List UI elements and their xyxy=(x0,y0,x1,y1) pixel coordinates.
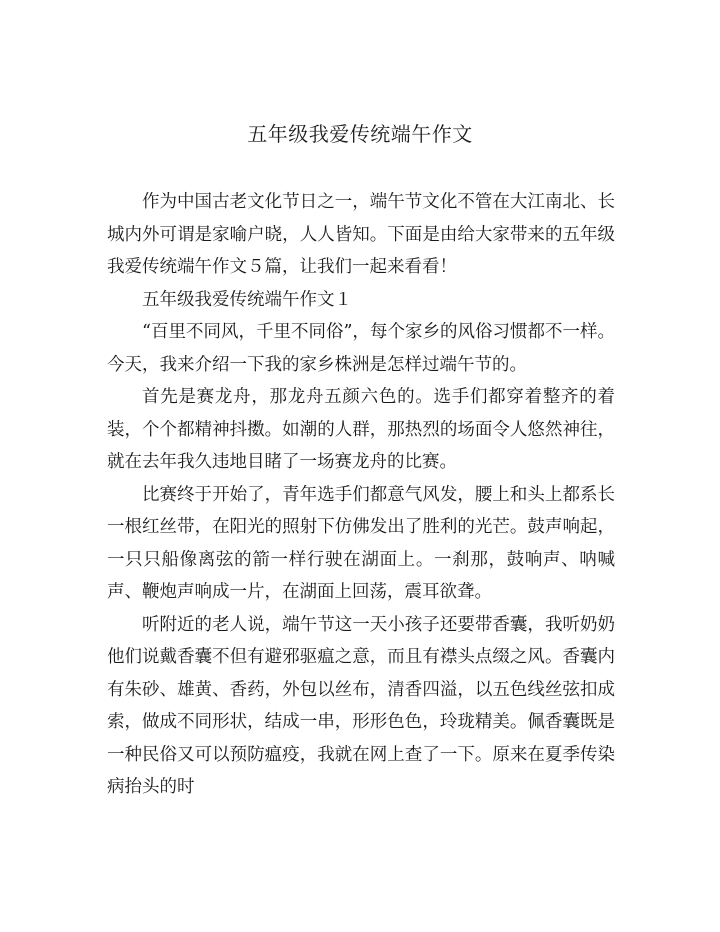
document-body xyxy=(107,186,615,804)
body-paragraph: “百里不同风，千里不同俗”，每个家乡的风俗习惯都不一样。今天，我来介绍一下我的家乡株洲是怎样过端午节的。 xyxy=(107,322,615,375)
body-paragraph: 听附近的老人说，端午节这一天小孩子还要带香囊，我听奶奶他们说戴香囊不但有避邪驱瘟之意，而且有襟头点缀之风。香囊内有朱砂、雄黄、香药，外包以丝布，清香四溢，以五色线丝弦扣成索，做成不同形状，结成一串，形形色色，玲珑精美。佩香囊既是一种民俗又可以预防瘟疫，我就在网上查了一下。原来在夏季传染病抬头的时 xyxy=(107,614,615,797)
body-paragraph: 首先是赛龙舟，那龙舟五颜六色的。选手们都穿着整齐的着装，个个都精神抖擞。如潮的人群，那热烈的场面令人悠然神往，就在去年我久违地目睹了一场赛龙舟的比赛。 xyxy=(107,387,615,472)
section-heading: 五年级我爱传统端午作文１ xyxy=(142,289,352,310)
document-title: 五年级我爱传统端午作文 xyxy=(247,122,473,146)
body-paragraph: 比赛终于开始了，青年选手们都意气风发，腰上和头上都系长一根红丝带，在阳光的照射下仿佛发出了胜利的光芒。鼓声响起，一只只船像离弦的箭一样行驶在湖面上。一刹那，鼓响声、呐喊声、鞭炮声响成一片，在湖面上回荡，震耳欲聋。 xyxy=(107,484,615,602)
intro-paragraph: 作为中国古老文化节日之一，端午节文化不管在大江南北、长城内外可谓是家喻户晓，人人皆知。下面是由给大家带来的五年级我爱传统端午作文５篇，让我们一起来看看！ xyxy=(107,192,615,277)
